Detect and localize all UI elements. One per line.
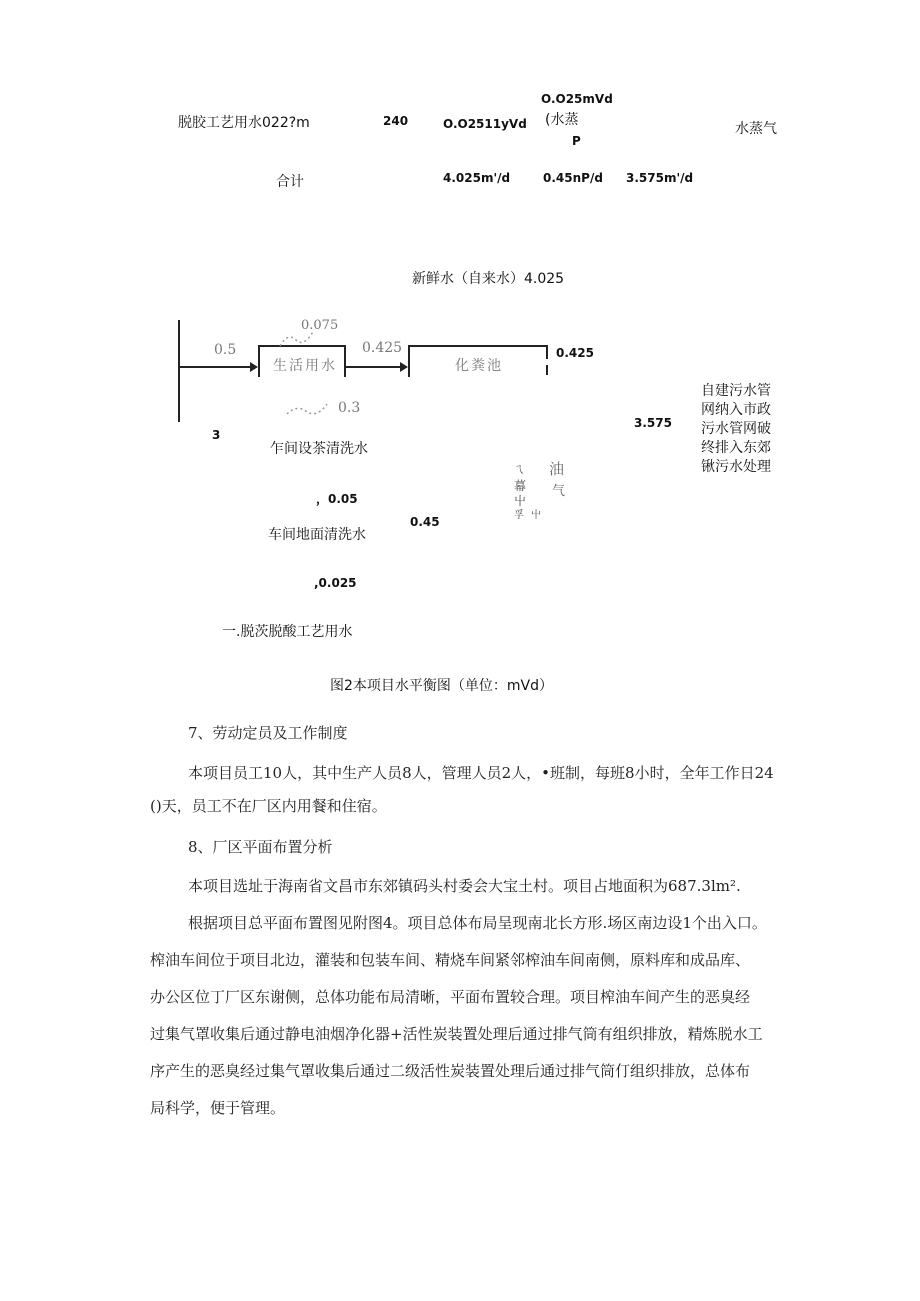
sewage-discharge-note xyxy=(701,382,771,477)
sewage-line: 终排入东郊 xyxy=(701,440,771,456)
flow-value-3: 3 xyxy=(212,428,221,442)
section8-para2-line: 办公区位丁厂区东谢侧，总体功能布局清晰，平面布置较合理。项目榨油车间产生的恶臭经 xyxy=(150,988,751,1006)
section8-para2-line: 序产生的恶臭经过集气罩收集后通过二级活性炭装置处理后通过排气筒仃组织排放，总体布 xyxy=(150,1062,751,1080)
row-label-total: 合计 xyxy=(276,174,304,190)
domestic-box-left xyxy=(258,345,260,377)
evaporation-curve-icon xyxy=(278,326,318,348)
loss-value-0-3: 0.3 xyxy=(338,400,361,416)
row-value-loss-line1: O.O25mVd xyxy=(541,92,613,106)
flow-value-0-5: 0.5 xyxy=(214,342,237,358)
total-water-in: 4.025m'/d xyxy=(443,171,511,185)
sewage-line: 污水管网破 xyxy=(701,421,771,437)
row-value-240: 240 xyxy=(383,114,409,128)
flow-line-domestic xyxy=(180,366,250,368)
flow-value-0-45: 0.45 xyxy=(410,515,440,529)
row-value-consumed: O.O2511yVd xyxy=(443,117,527,131)
domestic-water-label: 生活用水 xyxy=(273,358,337,374)
row-label-degum-water: 脱胶工艺用水022?m xyxy=(178,115,310,131)
loss-value-0-075: 0.075 xyxy=(301,318,339,333)
section7-heading: 7、劳动定员及工作制度 xyxy=(188,724,348,742)
section7-para-line2: ()天，员工不在厂区内用餐和住宿。 xyxy=(150,797,387,815)
sewage-line: 网纳入市政 xyxy=(701,402,771,418)
flow-value-0-05: ，0.05 xyxy=(316,492,358,506)
domestic-box-right xyxy=(344,345,346,377)
fragment-text: 孚 xyxy=(514,510,524,521)
sewage-line: 自建污水管 xyxy=(701,383,771,399)
figure-caption: 图2本项目水平衡图（单位：mVd） xyxy=(330,678,554,694)
arrow-right-icon xyxy=(250,362,258,372)
row-value-loss-line3: P xyxy=(572,134,581,148)
septic-box-right-lower xyxy=(546,365,548,375)
total-water-out: 3.575m'/d xyxy=(626,171,694,185)
septic-out-0-425: 0.425 xyxy=(556,346,594,360)
fragment-text: 幕 xyxy=(514,479,527,493)
total-water-loss: 0.45nP/d xyxy=(543,171,603,185)
equipment-wash-label: 乍间设茶清洗水 xyxy=(270,441,368,457)
flow-value-3-575: 3.575 xyxy=(634,416,672,430)
main-supply-line xyxy=(178,320,180,422)
flow-line-septic xyxy=(346,366,400,368)
septic-box-right xyxy=(546,345,548,359)
loss-curve-icon xyxy=(285,400,329,418)
section8-para1: 本项目选址于海南省文昌市东郊镇码头村委会大宝土村。项目占地面积为687.3lm². xyxy=(188,877,741,895)
flow-value-0-025: ,0.025 xyxy=(314,576,357,590)
fresh-water-label: 新鲜水（自来水）4.025 xyxy=(412,271,565,287)
flow-value-0-425: 0.425 xyxy=(362,340,403,356)
fragment-text: 气 xyxy=(552,484,566,499)
fragment-text: 油 xyxy=(549,460,565,478)
row-value-steam: 水蒸气 xyxy=(735,121,777,137)
septic-box-left xyxy=(408,345,410,377)
section8-para2-line: 根据项目总平面布置图见附图4。项目总体布局呈现南北长方形.场区南边设1个出入口。 xyxy=(188,914,767,932)
arrow-right-icon xyxy=(400,362,408,372)
floor-wash-label: 车间地面清洗水 xyxy=(268,527,366,543)
degum-process-label: 一.脱茨脱酸工艺用水 xyxy=(222,624,353,640)
septic-tank-label: 化粪池 xyxy=(455,358,503,374)
section8-para2-line: 榨油车间位于项目北边，灌装和包装车间、精烧车间紧邻榨油车间南侧，原料库和成品库、 xyxy=(150,951,751,969)
septic-box-top xyxy=(408,345,548,347)
fragment-text: 屮 xyxy=(514,494,527,508)
section7-para-line1: 本项目员工10人，其中生产人员8人，管理人员2人，•班制，每班8小时，全年工作日24 xyxy=(188,764,774,782)
fragment-text: 屮 xyxy=(531,510,541,521)
fragment-text: ㄟ xyxy=(513,462,526,476)
sewage-line: 锹污水处理 xyxy=(701,459,771,475)
section8-para2-line: 过集气罩收集后通过静电油烟净化器+活性炭装置处理后通过排气筒有组织排放，精炼脱水工 xyxy=(150,1025,763,1043)
section8-heading: 8、厂区平面布置分析 xyxy=(188,838,333,856)
section8-para2-line: 局科学，便于管理。 xyxy=(150,1099,286,1117)
row-value-loss-line2: (水蒸 xyxy=(545,112,579,128)
